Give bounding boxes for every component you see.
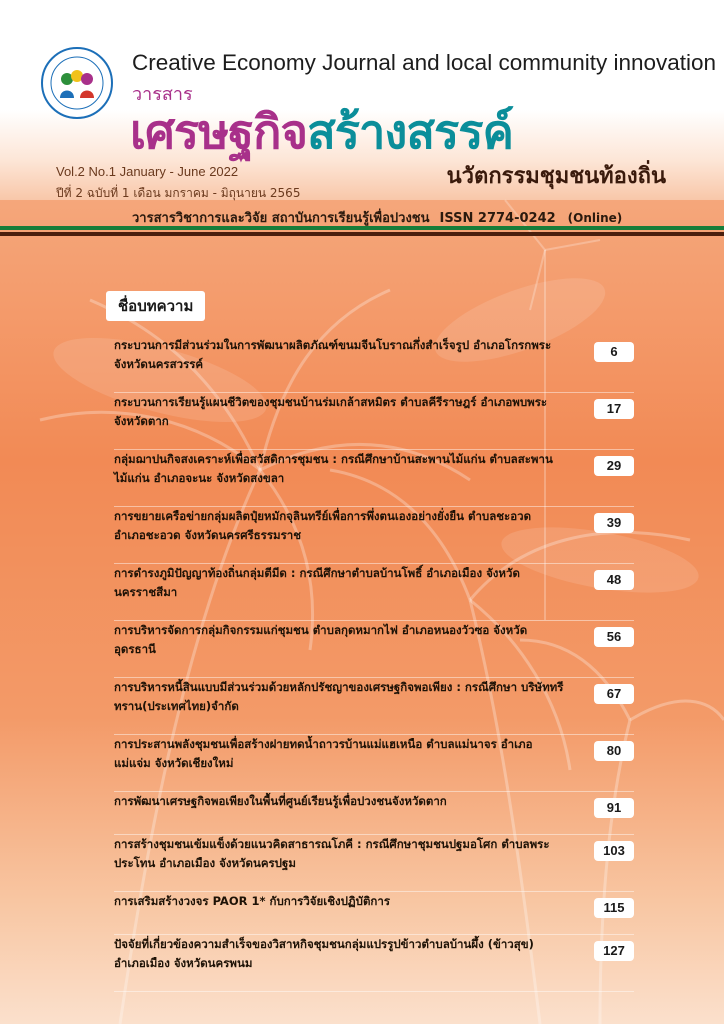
toc-item[interactable] [114, 792, 634, 835]
institution-line [132, 207, 622, 228]
article-title: การสร้างชุมชนเข้มแข็งด้วยแนวคิดสาธารณโภคี : กรณีศึกษาชุมชนปฐมอโศก ตำบลพระประโทน อำเภอเมือง จังหวัดนครปฐม [114, 837, 550, 870]
toc-item[interactable] [114, 336, 634, 393]
article-title: การบริหารจัดการกลุ่มกิจกรรมแก่ชุมชน ตำบลกุดหมากไฟ อำเภอหนองวัวซอ จังหวัดอุดรธานี [114, 623, 528, 656]
article-title: ปัจจัยที่เกี่ยวข้องความสำเร็จของวิสาหกิจชุมชนกลุ่มแปรรูปข้าวตำบลบ้านผึ้ง (ข้าวสุข) อำเภอเมือง จังหวัดนครพนม [114, 937, 534, 970]
toc-item[interactable] [114, 621, 634, 678]
issn-number: ISSN 2774-0242 [439, 211, 556, 226]
journal-english-title: Creative Economy Journal and local community innovation [132, 50, 717, 75]
page-number: 80 [594, 741, 634, 761]
toc-heading: ชื่อบทความ [106, 291, 205, 321]
toc-item[interactable] [114, 935, 634, 992]
article-title: การประสานพลังชุมชนเพื่อสร้างฝายทดน้ำถาวรบ้านแม่แฮเหนือ ตำบลแม่นาจร อำเภอแม่แจ่ม จังหวัดเชียงใหม่ [114, 737, 533, 770]
title-part-economy: เศรษฐกิจ [130, 105, 308, 160]
page-number: 115 [594, 898, 634, 918]
article-title: การพัฒนาเศรษฐกิจพอเพียงในพื้นที่ศูนย์เรียนรู้เพื่อปวงชนจังหวัดตาก [114, 794, 447, 808]
toc-item[interactable] [114, 564, 634, 621]
online-label: (Online) [567, 211, 623, 225]
institute-logo [40, 46, 114, 120]
institution-name: วารสารวิชาการและวิจัย สถาบันการเรียนรู้เพื่อปวงชน [132, 211, 430, 226]
article-title: กลุ่มฌาปนกิจสงเคราะห์เพื่อสวัสดิการชุมชน : กรณีศึกษาบ้านสะพานไม้แก่น ตำบลสะพานไม้แก่น อำเภอจะนะ จังหวัดสงขลา [114, 452, 553, 485]
page-number: 103 [594, 841, 634, 861]
article-title: การเสริมสร้างวงจร PAOR 1* กับการวิจัยเชิงปฏิบัติการ [114, 894, 391, 908]
toc-item[interactable] [114, 393, 634, 450]
green-divider-bar [0, 226, 724, 230]
article-title: การดำรงภูมิปัญญาท้องถิ่นกลุ่มตีมีด : กรณีศึกษาตำบลบ้านโพธิ์ อำเภอเมือง จังหวัดนครราชสีมา [114, 566, 520, 599]
article-title: กระบวนการเรียนรู้แผนชีวิตของชุมชนบ้านร่มเกล้าสหมิตร ตำบลคีรีราษฎร์ อำเภอพบพระ จังหวัดตาก [114, 395, 548, 428]
article-title: การบริหารหนี้สินแบบมีส่วนร่วมด้วยหลักปรัชญาของเศรษฐกิจพอเพียง : กรณีศึกษา บริษัททรีทราน(ประเทศไทย)จำกัด [114, 680, 564, 713]
page-number: 17 [594, 399, 634, 419]
table-of-contents [114, 336, 634, 992]
page-number: 29 [594, 456, 634, 476]
page-number: 127 [594, 941, 634, 961]
page-number: 39 [594, 513, 634, 533]
toc-item[interactable] [114, 678, 634, 735]
toc-item[interactable] [114, 892, 634, 935]
journal-subtitle: นวัตกรรมชุมชนท้องถิ่น [446, 164, 666, 189]
page-number: 91 [594, 798, 634, 818]
volume-english: Vol.2 No.1 January - June 2022 [56, 164, 239, 179]
brown-divider-bar [0, 232, 724, 236]
volume-thai: ปีที่ 2 ฉบับที่ 1 เดือน มกราคม - มิถุนายน 2565 [56, 186, 301, 200]
title-part-creative: สร้างสรรค์ [307, 105, 513, 160]
article-title: การขยายเครือข่ายกลุ่มผลิตปุ๋ยหมักจุลินทรีย์เพื่อการพึ่งตนเองอย่างยั่งยืน ตำบลชะอวด อำเภอชะอวด จังหวัดนครศรีธรรมราช [114, 509, 532, 542]
toc-item[interactable] [114, 507, 634, 564]
page-number: 56 [594, 627, 634, 647]
toc-item[interactable] [114, 735, 634, 792]
journal-label: วารสาร [132, 84, 193, 105]
article-title: กระบวนการมีส่วนร่วมในการพัฒนาผลิตภัณฑ์ขนมจีนโบราณกึ่งสำเร็จรูป อำเภอโกรกพระ จังหวัดนครสวรรค์ [114, 338, 552, 371]
toc-item[interactable] [114, 450, 634, 507]
page-number: 67 [594, 684, 634, 704]
page-number: 6 [594, 342, 634, 362]
toc-item[interactable] [114, 835, 634, 892]
page-number: 48 [594, 570, 634, 590]
